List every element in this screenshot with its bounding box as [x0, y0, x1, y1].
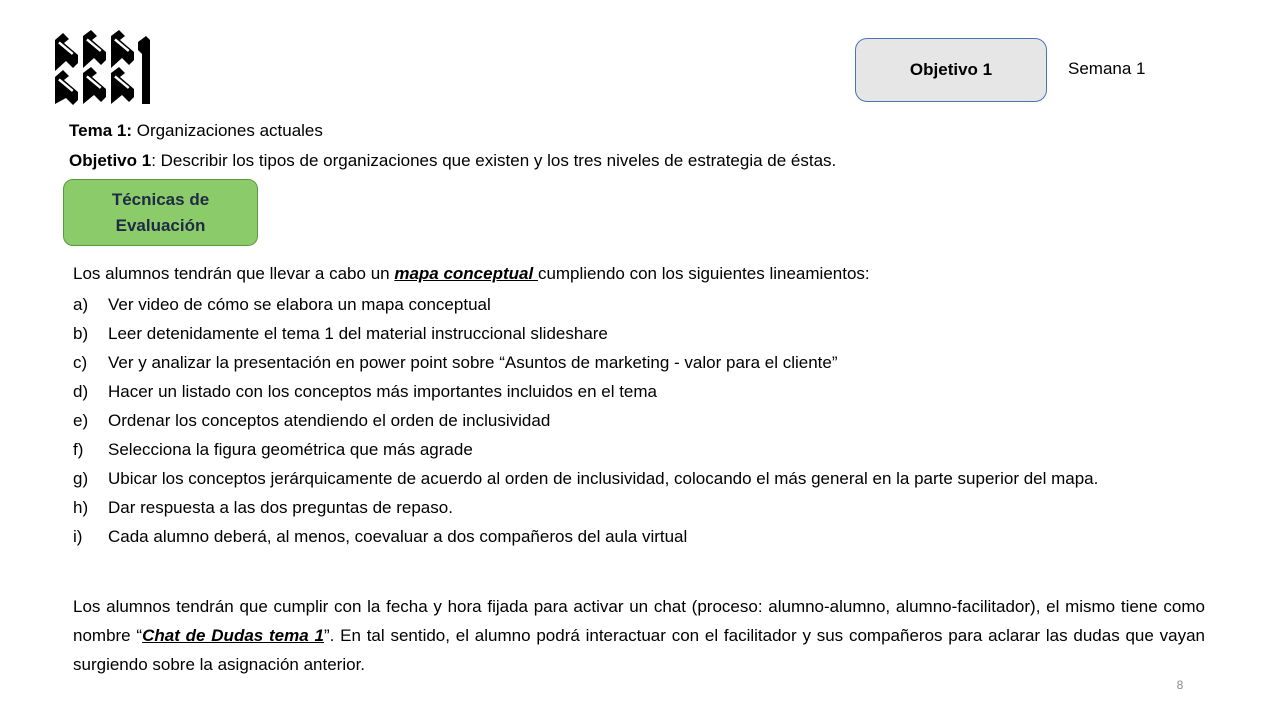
list-item-text: Hacer un listado con los conceptos más importantes incluidos en el tema: [108, 382, 658, 401]
list-item: [73, 406, 1208, 435]
objective-description: : Describir los tipos de organizaciones que existen y los tres niveles de estrategia de éstas.: [151, 151, 837, 170]
list-item: [73, 464, 1208, 493]
closing-highlight: Chat de Dudas tema 1: [142, 626, 324, 645]
list-item-text: Dar respuesta a las dos preguntas de repaso.: [108, 498, 453, 517]
list-item-text: Selecciona la figura geométrica que más agrade: [108, 440, 473, 459]
chat-instructions: [73, 592, 1205, 679]
list-marker: f): [73, 440, 84, 459]
list-item: [73, 319, 1208, 348]
objective-line: [69, 151, 836, 171]
list-item-text: Leer detenidamente el tema 1 del material instruccional slideshare: [108, 324, 608, 343]
topic-line: [69, 121, 323, 141]
page-number: 8: [1176, 678, 1184, 692]
list-item: [73, 290, 1208, 319]
closing-after: ”. En tal sentido, el alumno podrá interactuar con el facilitador y sus compañeros para aclarar las dudas que vayan surgiendo sobre la asignación anterior.: [73, 626, 1205, 674]
list-marker: g): [73, 469, 89, 488]
objetivo-badge-label: Objetivo 1: [909, 60, 993, 79]
steps-list: [73, 290, 1208, 551]
evaluation-techniques-line1: Técnicas de: [111, 189, 210, 209]
list-item-text: Ver video de cómo se elabora un mapa conceptual: [108, 295, 491, 314]
list-marker: i): [73, 527, 83, 546]
evaluation-techniques-badge: [63, 179, 258, 246]
week-label: Semana 1: [1068, 59, 1146, 78]
institution-logo-icon: [52, 30, 152, 106]
intro-after: cumpliendo con los siguientes lineamientos:: [537, 264, 870, 283]
list-item-text: Cada alumno deberá, al menos, coevaluar a dos compañeros del aula virtual: [108, 527, 688, 546]
list-marker: e): [73, 411, 89, 430]
list-marker: c): [73, 353, 88, 372]
list-item-text: Ver y analizar la presentación en power point sobre “Asuntos de marketing - valor para el cliente”: [108, 353, 838, 372]
evaluation-techniques-line2: Evaluación: [115, 215, 206, 235]
intro-highlight: mapa conceptual: [394, 264, 538, 283]
list-item-text: Ubicar los conceptos jerárquicamente de acuerdo al orden de inclusividad, colocando el más general en la parte superior del mapa.: [108, 469, 1099, 488]
list-item: [73, 435, 1208, 464]
topic-title: Organizaciones actuales: [132, 121, 323, 140]
list-marker: d): [73, 382, 89, 401]
objective-heading: Objetivo 1: [69, 151, 152, 170]
objetivo-badge: [855, 38, 1047, 102]
list-item: [73, 377, 1208, 406]
list-item: [73, 493, 1208, 522]
list-marker: a): [73, 295, 89, 314]
list-marker: b): [73, 324, 89, 343]
instructions-intro: [73, 264, 870, 284]
list-marker: h): [73, 498, 89, 517]
closing-before: Los alumnos tendrán que cumplir con la fecha y hora fijada para activar un chat (proceso: alumno-alumno, alumno-facilitador), el mismo tiene como nombre “: [73, 597, 1205, 645]
topic-heading: Tema 1:: [69, 121, 132, 140]
list-item: [73, 522, 1208, 551]
list-item: [73, 348, 1208, 377]
intro-before: Los alumnos tendrán que llevar a cabo un: [73, 264, 395, 283]
list-item-text: Ordenar los conceptos atendiendo el orden de inclusividad: [108, 411, 551, 430]
